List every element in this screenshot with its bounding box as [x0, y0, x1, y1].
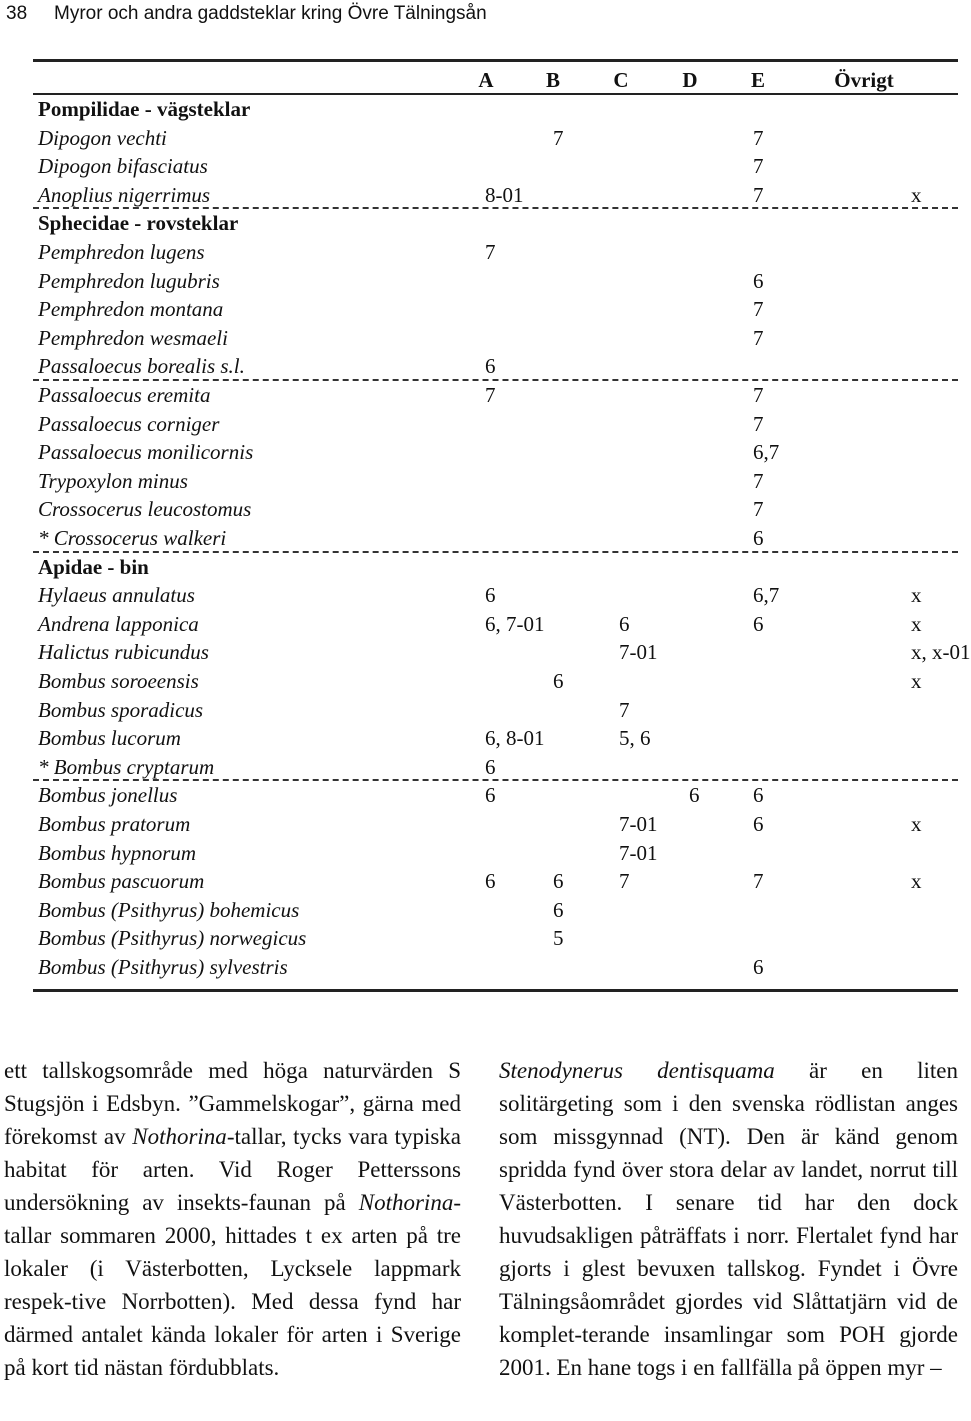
species-name: * Crossocerus walkeri: [38, 526, 227, 550]
species-name: Passaloecus corniger: [38, 411, 220, 436]
species-name: Dipogon bifasciatus: [38, 154, 208, 179]
table-cell-a: 7: [485, 240, 496, 264]
column-header-a: A: [478, 68, 494, 92]
species-name: Passaloecus eremita: [38, 383, 211, 407]
table-cell-ovrigt: x: [911, 812, 922, 836]
table-cell-d: 6: [689, 783, 700, 808]
table-cell-c: 7-01: [619, 812, 658, 836]
table-row: [33, 610, 958, 639]
table-row: [33, 810, 958, 839]
table-cell-e: 7: [753, 182, 764, 207]
page-number: 38: [6, 3, 28, 24]
family-heading-row: [33, 209, 958, 238]
table-cell-b: 7: [553, 125, 564, 150]
table-row: [33, 467, 958, 496]
table-cell-a: 6: [485, 583, 496, 608]
table-cell-c: 6: [619, 611, 630, 636]
body-text-left-column: [4, 1054, 461, 1384]
table-cell-a: 8-01: [485, 182, 524, 207]
species-name: Trypoxylon minus: [38, 468, 188, 493]
table-cell-ovrigt: x: [911, 611, 922, 636]
species-name: Bombus lucorum: [38, 726, 181, 751]
table-row: [33, 753, 958, 782]
table-row: [33, 324, 958, 353]
table-top-rule: [33, 59, 958, 62]
table-cell-b: 5: [553, 926, 564, 951]
table-cell-b: 6: [553, 869, 564, 894]
table-cell-e: 7: [753, 468, 764, 493]
text-run: är en liten solitärgeting som i den svenska rödlistan anges som missgynnad (NT). Den är känd genom spridda fynd över stora delar av landet, norrut till Västerbotten. I senare tid har den dock huvudsakligen påträffats i norr. Flertalet fynd har gjorts i glest bevuxen tallskog. Fyndet i Övre Tälningsåområdet gjordes vid Slåttatjärn vid de komplet-terande insamlingar som POH gjorde 2001. En hane togs i en fallfälla på öppen myr –: [499, 1058, 958, 1380]
table-cell-e: 6: [753, 268, 764, 293]
table-row: [33, 724, 958, 753]
table-cell-ovrigt: x, x-01: [911, 640, 971, 665]
table-cell-c: 7: [619, 869, 630, 894]
species-name: Bombus (Psithyrus) sylvestris: [38, 955, 288, 979]
table-cell-e: 7: [753, 411, 764, 436]
species-name: Bombus sporadicus: [38, 697, 204, 722]
family-heading-row: [33, 553, 958, 582]
species-name: Pemphredon wesmaeli: [38, 325, 228, 350]
table-cell-a: 6: [485, 783, 496, 808]
right-paragraph: [499, 1054, 958, 1384]
table-row: [33, 896, 958, 925]
table-cell-a: 6: [485, 869, 496, 894]
table-cell-e: 6,7: [753, 583, 780, 608]
species-name: Passaloecus borealis s.l.: [38, 354, 245, 379]
table-cell-a: 7: [485, 383, 496, 407]
table-cell-c: 7-01: [619, 640, 658, 665]
table-row: [33, 953, 958, 982]
species-name: Andrena lapponica: [38, 611, 199, 636]
table-cell-e: 7: [753, 125, 764, 150]
species-name: Bombus pratorum: [38, 812, 191, 836]
table-cell-e: 6,7: [753, 440, 780, 465]
table-row: [33, 381, 958, 410]
species-name: Bombus jonellus: [38, 783, 178, 808]
species-name: Crossocerus leucostomus: [38, 497, 252, 522]
page-header: [6, 0, 487, 28]
species-name: Pemphredon lugens: [38, 240, 205, 264]
table-cell-e: 7: [753, 869, 764, 894]
table-row: [33, 438, 958, 467]
text-run: -tallar, tycks vara typiska habitat för arten. Vid Roger Petterssons undersökning av insekts-faunan på: [4, 1124, 461, 1215]
table-cell-e: 6: [753, 955, 764, 979]
table-row: [33, 924, 958, 953]
table-row: [33, 781, 958, 810]
species-name: Anoplius nigerrimus: [38, 182, 211, 207]
table-cell-e: 7: [753, 325, 764, 350]
family-heading-row: [33, 95, 958, 124]
family-name: Pompilidae - vägsteklar: [38, 97, 251, 121]
table-cell-c: 7: [619, 697, 630, 722]
table-cell-e: 7: [753, 154, 764, 179]
species-name: Bombus (Psithyrus) norwegicus: [38, 926, 307, 951]
table-row: [33, 839, 958, 868]
table-cell-a: 6: [485, 354, 496, 379]
table-row: [33, 181, 958, 210]
species-name: * Bombus cryptarum: [38, 754, 215, 779]
text-run: -tallar sommaren 2000, hittades t ex arten på tre lokaler (i Västerbotten, Lycksele lappmark respek-tive Norrbotten). Med dessa fynd har därmed antalet kända lokaler för arten i Sverige på kort tid nästan fördubblats.: [4, 1190, 461, 1380]
table-cell-a: 6, 8-01: [485, 726, 545, 751]
table-cell-b: 6: [553, 669, 564, 693]
table-cell-e: 7: [753, 297, 764, 322]
table-cell-e: 6: [753, 812, 764, 836]
text-run: ett tallskogsområde med höga naturvärden S Stugsjön i Edsbyn. ”Gammelskogar”, gärna med förekomst av: [4, 1058, 461, 1149]
left-paragraph: [4, 1054, 461, 1384]
table-cell-c: 7-01: [619, 840, 658, 865]
table-cell-ovrigt: x: [911, 583, 922, 608]
table-row: [33, 867, 958, 896]
species-name: Halictus rubicundus: [38, 640, 209, 665]
table-cell-ovrigt: x: [911, 869, 922, 894]
species-name: Bombus hypnorum: [38, 840, 197, 865]
body-text-right-column: [499, 1054, 958, 1384]
table-row: [33, 524, 958, 553]
table-row: [33, 295, 958, 324]
column-header-e: E: [750, 68, 766, 92]
family-name: Apidae - bin: [38, 554, 149, 579]
table-cell-c: 5, 6: [619, 726, 651, 751]
table-row: [33, 696, 958, 725]
italic-term: Nothorina: [358, 1190, 454, 1215]
column-header-b: B: [545, 68, 561, 92]
table-row: [33, 581, 958, 610]
table-row: [33, 152, 958, 181]
table-row: [33, 638, 971, 667]
table-cell-e: 6: [753, 611, 764, 636]
italic-term: Stenodynerus dentisquama: [499, 1058, 775, 1083]
table-cell-ovrigt: x: [911, 182, 922, 207]
table-cell-e: 6: [753, 526, 764, 550]
table-cell-e: 6: [753, 783, 764, 808]
table-row: [33, 667, 958, 696]
species-name: Bombus pascuorum: [38, 869, 205, 894]
table-bottom-rule: [33, 989, 958, 992]
table-row: [33, 124, 958, 153]
table-cell-ovrigt: x: [911, 669, 922, 693]
running-title: Myror och andra gaddsteklar kring Övre Tälningsån: [54, 3, 487, 24]
table-cell-a: 6, 7-01: [485, 611, 545, 636]
species-name: Hylaeus annulatus: [38, 583, 195, 608]
column-header-ovrigt: Övrigt: [834, 68, 894, 92]
table-row: [33, 352, 958, 381]
species-name: Bombus soroeensis: [38, 669, 199, 693]
table-cell-b: 6: [553, 897, 564, 922]
table-row: [33, 410, 958, 439]
column-header-c: C: [613, 68, 629, 92]
table-row: [33, 238, 958, 267]
table-row: [33, 267, 958, 296]
species-name: Pemphredon lugubris: [38, 268, 220, 293]
table-row: [33, 495, 958, 524]
column-header-d: D: [682, 68, 698, 92]
table-cell-e: 7: [753, 383, 764, 407]
species-name: Pemphredon montana: [38, 297, 224, 322]
italic-term: Nothorina: [132, 1124, 227, 1149]
species-name: Bombus (Psithyrus) bohemicus: [38, 897, 300, 922]
species-name: Dipogon vechti: [38, 125, 167, 150]
table-cell-a: 6: [485, 754, 496, 779]
species-name: Passaloecus monilicornis: [38, 440, 254, 465]
table-cell-e: 7: [753, 497, 764, 522]
family-name: Sphecidae - rovsteklar: [38, 211, 239, 236]
